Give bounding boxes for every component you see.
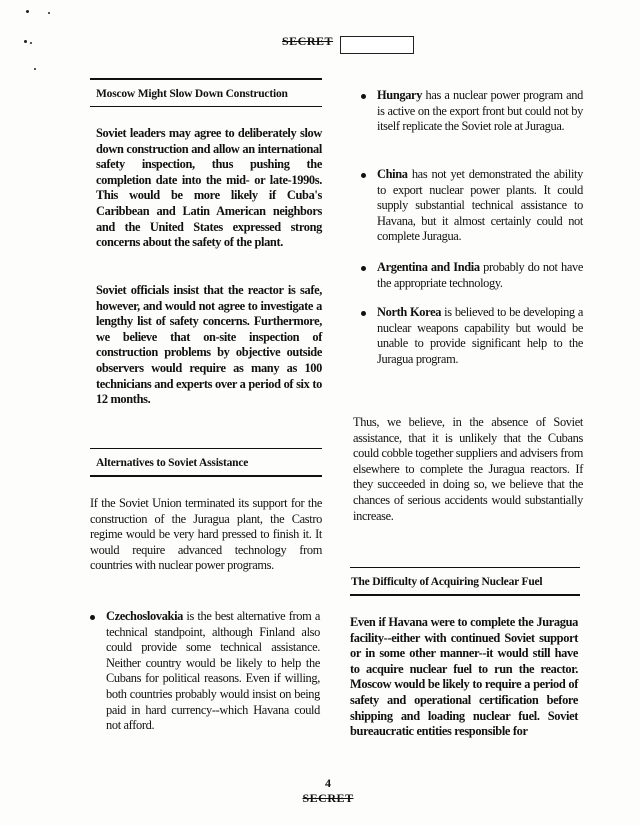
section-heading-fuel bbox=[350, 567, 580, 596]
paragraph: Thus, we believe, in the absence of Soviet assistance, that it is unlikely that the Cubans could cobble together suppliers and advisers from elsewhere to complete the Juragua reactors. If they succeeded in doing so, we believe that the chances of serious accidents would substantially increase. bbox=[353, 415, 583, 523]
section-title: Moscow Might Slow Down Construction bbox=[96, 88, 288, 100]
bullet-dot bbox=[361, 266, 366, 271]
bullet-item bbox=[377, 88, 583, 135]
bullet-text: probably do not have the appropriate technology. bbox=[377, 260, 583, 290]
bullet-text: has not yet demonstrated the ability to export nuclear power plants. It could supply substantial technical assistance to Havana, but it almost certainly could not complete Juragua. bbox=[377, 167, 583, 244]
bullet-item bbox=[377, 260, 583, 291]
bullet-lead: China bbox=[377, 167, 408, 181]
scan-speck bbox=[24, 40, 27, 43]
section-heading-alternatives bbox=[90, 448, 322, 477]
classification-marking-bottom: SECRET bbox=[302, 791, 354, 805]
bullet-dot bbox=[361, 173, 366, 178]
section-rule bbox=[350, 594, 580, 596]
bullet-lead: Czechoslovakia bbox=[106, 609, 184, 623]
section-title: Alternatives to Soviet Assistance bbox=[96, 457, 249, 469]
bullet-item bbox=[377, 167, 583, 245]
bullet-lead: Hungary bbox=[377, 88, 423, 102]
scan-speck bbox=[26, 10, 29, 13]
page-number: 4 bbox=[325, 776, 331, 790]
paragraph: If the Soviet Union terminated its support for the construction of the Juragua plant, the Castro regime would be very hard pressed to finish it. It would require advanced technology from countries with nuclear power programs. bbox=[90, 496, 322, 573]
paragraph: Soviet leaders may agree to deliberately slow down construction and allow an international safety inspection, thus pushing the completion date into the mid- or late-1990s. This would be more likely if Cuba's Caribbean and Latin American neighbors and the United States expressed strong concerns about the safety of the plant. bbox=[96, 126, 322, 250]
paragraph: Soviet officials insist that the reactor is safe, however, and would not agree to investigate a lengthy list of safety concerns. Furthermore, we believe that on-site inspection of construction problems by objective outside observers would require as many as 100 technicians and experts over a period of six to 12 months. bbox=[96, 283, 322, 407]
scan-speck bbox=[30, 42, 32, 44]
section-heading-moscow bbox=[90, 78, 322, 107]
bullet-text: is believed to be developing a nuclear weapons capability but would be unable to provide significant help to the Juragua program. bbox=[377, 305, 583, 366]
bullet-item bbox=[106, 609, 320, 734]
bullet-dot bbox=[90, 615, 95, 620]
classification-marking-top: SECRET bbox=[282, 34, 334, 48]
bullet-dot bbox=[361, 94, 366, 99]
scan-speck bbox=[48, 12, 50, 14]
redaction-box bbox=[340, 36, 414, 54]
section-rule bbox=[90, 106, 322, 107]
page-footer bbox=[298, 776, 358, 806]
bullet-dot bbox=[361, 311, 366, 316]
bullet-text: is the best alternative from a technical standpoint, although Finland also could provide some technical assistance. Neither country would be likely to help the Cubans for political reasons. Even if willing, both countries probably would insist on being paid in hard currency--which Havana could not afford. bbox=[106, 609, 320, 733]
bullet-lead: Argentina and India bbox=[377, 260, 480, 274]
bullet-text: has a nuclear power program and is active on the export front but could not by itself replicate the Soviet role at Juragua. bbox=[377, 88, 583, 134]
bullet-lead: North Korea bbox=[377, 305, 442, 319]
bullet-item bbox=[377, 305, 583, 367]
paragraph: Even if Havana were to complete the Juragua facility--either with continued Soviet support or in some other manner--it would still have to acquire nuclear fuel to run the reactor. Moscow would be likely to require a period of safety and operational certification before shipping and loading nuclear fuel. Soviet bureaucratic entities responsible for bbox=[350, 615, 578, 739]
scan-speck bbox=[34, 68, 36, 70]
section-rule bbox=[90, 475, 322, 477]
section-title: The Difficulty of Acquiring Nuclear Fuel bbox=[351, 576, 543, 588]
